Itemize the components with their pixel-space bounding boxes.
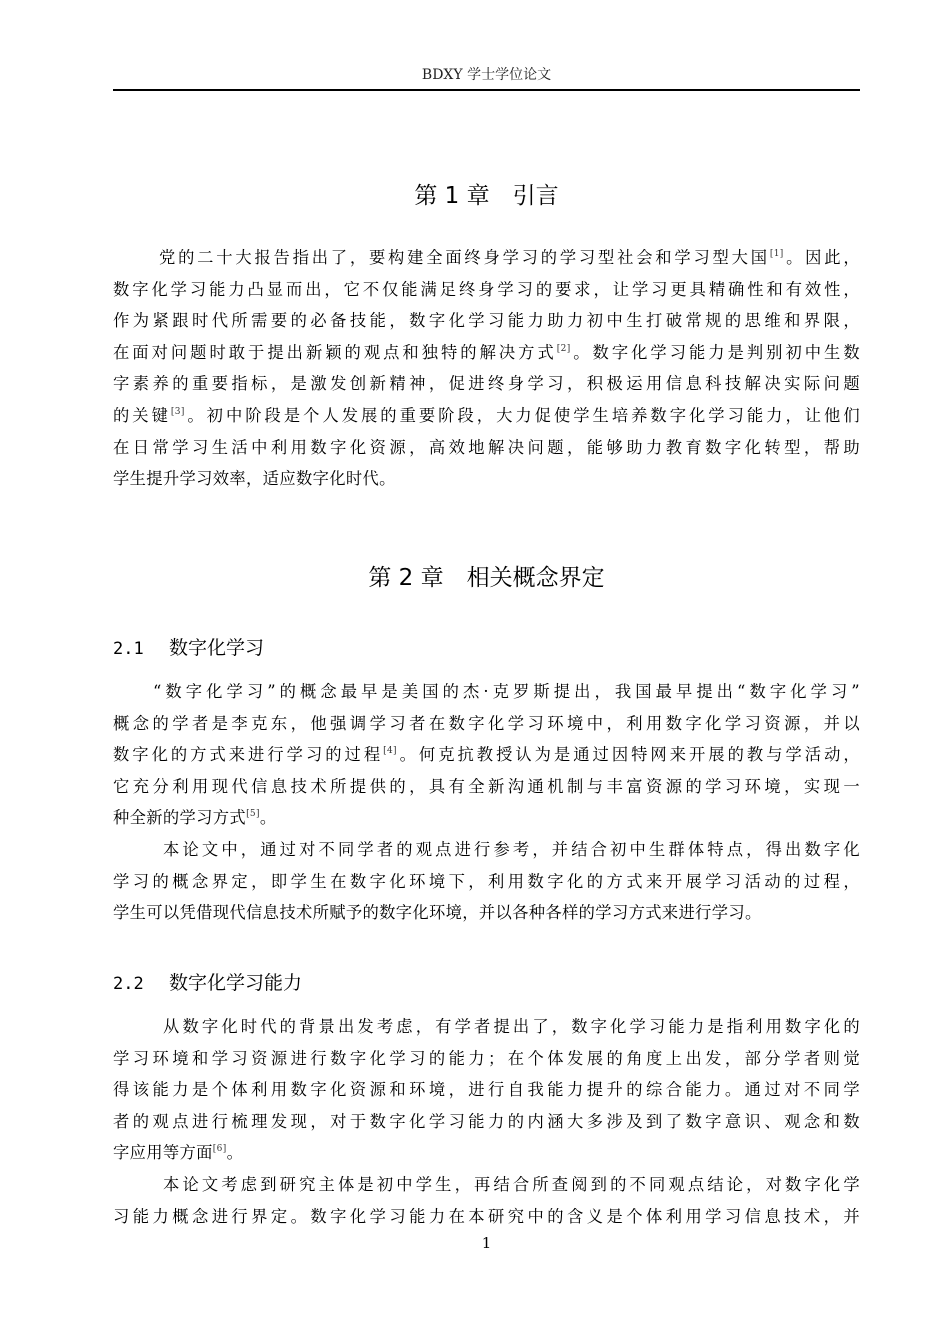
text-line: 学习环境和学习资源进行数字化学习的能力；在个体发展的角度上出发，部分学者则觉 <box>113 1048 860 1068</box>
chapter-2-title: 第 2 章 相关概念界定 <box>368 565 605 591</box>
text-line: 种全新的学习方式[5]。 <box>113 808 277 828</box>
text-line: 数字化的方式来进行学习的过程[4]。何克抗教授认为是通过因特网来开展的教与学活动， <box>113 745 860 765</box>
citation: [3] <box>170 406 185 417</box>
header-rule <box>113 89 860 91</box>
citation: [4] <box>383 746 397 757</box>
section-title: 数字化学习 <box>169 637 265 659</box>
text-line: 在面对问题时敢于提出新颖的观点和独特的解决方式[2]。数字化学习能力是判别初中生数 <box>113 342 860 362</box>
text-line: 的关键[3]。初中阶段是个人发展的重要阶段，大力促使学生培养数字化学习能力，让他们 <box>113 405 860 425</box>
text-line: 学生提升学习效率，适应数字化时代。 <box>113 469 396 489</box>
text-line: 本论文考虑到研究主体是初中学生，再结合所查阅到的不同观点结论，对数字化学 <box>163 1175 860 1194</box>
running-header: BDXY 学士学位论文 <box>421 67 552 83</box>
text-line: 概念的学者是李克东，他强调学习者在数字化学习环境中，利用数字化学习资源，并以 <box>113 713 860 733</box>
section-title: 数字化学习能力 <box>169 972 303 994</box>
citation: [6] <box>212 1144 227 1155</box>
text-line: 作为紧跟时代所需要的必备技能，数字化学习能力助力初中生打破常规的思维和界限， <box>113 311 860 331</box>
section-2-1-paragraph-1 <box>113 676 860 834</box>
text-line: 学习的概念界定，即学生在数字化环境下，利用数字化的方式来开展学习活动的过程， <box>113 871 860 891</box>
text-line: “数字化学习”的概念最早是美国的杰·克罗斯提出，我国最早提出“数字化学习” <box>153 682 860 701</box>
text-line: 它充分利用现代信息技术所提供的，具有全新沟通机制与丰富资源的学习环境，实现一 <box>113 776 860 796</box>
chapter-1-title: 第 1 章 引言 <box>414 183 559 209</box>
text-line: 数字化学习能力凸显而出，它不仅能满足终身学习的要求，让学习更具精确性和有效性， <box>113 279 860 299</box>
section-2-2-paragraph-2 <box>113 1169 860 1232</box>
text-line: 字应用等方面[6]。 <box>113 1143 244 1163</box>
citation: [5] <box>246 809 260 820</box>
section-2-2-heading <box>113 970 860 997</box>
section-2-1-heading <box>113 635 860 662</box>
citation: [2] <box>556 343 571 354</box>
text-line: 从数字化时代的背景出发考虑，有学者提出了，数字化学习能力是指利用数字化的 <box>163 1017 860 1036</box>
section-2-2-paragraph-1 <box>113 1011 860 1169</box>
text-line: 本论文中，通过对不同学者的观点进行参考，并结合初中生群体特点，得出数字化 <box>163 840 860 859</box>
text-line: 习能力概念进行界定。数字化学习能力在本研究中的含义是个体利用学习信息技术，并 <box>113 1206 860 1226</box>
text-line: 党的二十大报告指出了，要构建全面终身学习的学习型社会和学习型大国[1]。因此， <box>159 248 860 267</box>
text-line: 学生可以凭借现代信息技术所赋予的数字化环境，并以各种各样的学习方式来进行学习。 <box>113 903 762 923</box>
text-line: 字素养的重要指标，是激发创新精神，促进终身学习，积极运用信息科技解决实际问题 <box>113 374 860 394</box>
section-number: 2.2 <box>113 974 144 994</box>
citation: [1] <box>769 249 784 259</box>
text-line: 得该能力是个体利用数字化资源和环境，进行自我能力提升的综合能力。通过对不同学 <box>113 1080 860 1100</box>
page-number: 1 <box>481 1234 492 1252</box>
section-2-1-paragraph-2 <box>113 834 860 929</box>
text-line: 在日常学习生活中利用数字化资源，高效地解决问题，能够助力教育数字化转型，帮助 <box>113 437 860 457</box>
chapter-1-paragraph <box>113 242 860 495</box>
section-number: 2.1 <box>113 639 144 659</box>
text-line: 者的观点进行梳理发现，对于数字化学习能力的内涵大多涉及到了数字意识、观念和数 <box>113 1111 860 1131</box>
